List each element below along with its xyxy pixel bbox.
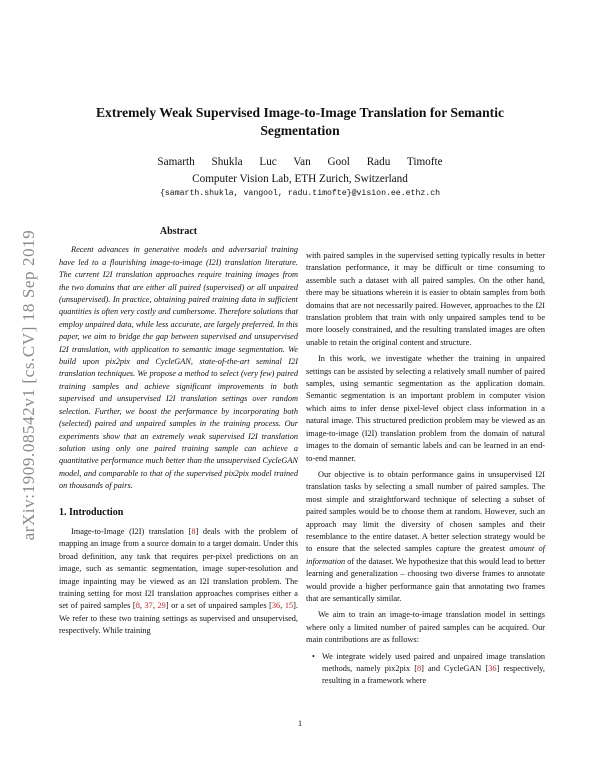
abstract-text: Recent advances in generative models and adversarial training have led to a flourishing image-to-image (I2I) translation literature. The current I2I translation approaches require training images from the two domains that are either all paired (supervised) or all unpaired (unsupervised). In practice, obtaining paired training data in sufficient quantities is often very costly and cumbersome. Therefore solutions that employ unpaired data, while less accurate, are largely preferred. In this paper, we aim to bridge the gap between supervised and unsupervised I2I translation, with application to semantic image segmentation. We build upon pix2pix and CycleGAN, state-of-the-art seminal I2I translation techniques. We propose a method to select (very few) paired training samples and achieve significant improvements in both supervised and unsupervised I2I translation settings over random selection. Further, we boost the performance by incorporating both (selected) paired and unpaired samples in the training process. Our experiments show that an extremely weak supervised I2I translation solution using only one paired training sample can achieve a quantitative performance much better than the unsupervised CycleGAN model, and comparable to that of the supervised pix2pix model trained on thousands of pairs. (59, 245, 298, 491)
affiliation: Computer Vision Lab, ETH Zurich, Switzerland (192, 173, 408, 185)
text-run: ]. We refer to these two training settings as supervised and unsupervised, respectively. While training (59, 601, 299, 636)
citation-link[interactable]: 37 (144, 601, 153, 611)
citation-link[interactable]: 36 (488, 664, 497, 673)
citation-link[interactable]: 29 (157, 601, 166, 611)
continued-paragraph: with paired samples in the supervised setting typically results in better translation performance, it may be difficult or time consuming to assemble such a dataset with all paired samples. On the other hand, there may be situations wherein it is easier to obtain samples from both domains that are not necessarily paired. However, approaches to the I2I translation problem that train with only unpaired samples tend to be more loosely constrained, and the resulting translated images are often unable to retain the original content and structure. (306, 251, 545, 347)
text-run: , (139, 601, 145, 611)
body-paragraph: In this work, we investigate whether the training in unpaired settings can be assisted by selecting a relatively small number of paired samples, using semantic segmentation as the application domain. Semantic segmentation is an important problem in computer vision which aims to infer dense pixel-level object class information in a natural image. This structured prediction problem may be viewed as an image-to-image (I2I) translation problem from the domain of natural images to the domain of semantic labels and can be learned in an end-to-end manner. (306, 354, 545, 463)
text-run: Our objective is to obtain performance gains in unsupervised I2I translation tasks by selecting a small number of paired samples. The most simple and straightforward technique of selecting a subset of paired samples would be to choose them at random. However, such an approach may limit the diversity of chosen samples and their resemblance to the entire dataset. A better selection strategy would be to ensure that the selected samples capture the greatest (306, 469, 545, 554)
paper-title: Extremely Weak Supervised Image-to-Image Translation for Semantic Segmentation (95, 105, 505, 138)
abstract-section (59, 226, 298, 493)
contribution-list (306, 651, 545, 688)
citation-link[interactable]: 15 (284, 601, 294, 611)
left-column (59, 226, 298, 642)
text-run: ] respectively, resulting in a framework where (322, 664, 545, 686)
text-run: We integrate widely used paired and unpaired image translation methods, namely pix2pix [ (322, 651, 545, 673)
author-emails: {samarth.shukla, vangool, radu.timofte}@vision.ee.ethz.ch (159, 189, 441, 198)
right-column (306, 250, 545, 688)
text-run: ] deals with the problem of mapping an image from a source domain to a target domain. Under this broad definition, any task that requires per-pixel predictions on an image, such as semantic segmentation, image super-resolution and image inpainting may be viewed as an I2I translation problem. The training setting for most I2I translation approaches comprises either a set of paired samples [ (59, 526, 298, 611)
body-paragraph: We aim to train an image-to-image translation model in settings where only a limited number of paired samples can be acquired. Our main contributions are as follows: (306, 610, 545, 645)
text-run: , (280, 601, 285, 611)
abstract-heading: Abstract (159, 226, 198, 237)
introduction-heading: 1. Introduction (59, 506, 124, 518)
emphasis-text: amount of information (306, 544, 545, 566)
author-list: Samarth Shukla Luc Van Gool Radu Timofte (157, 156, 443, 168)
text-run: Image-to-Image (I2I) translation [ (71, 526, 192, 536)
citation-link[interactable]: 36 (271, 601, 281, 611)
arxiv-sidebar (14, 205, 44, 565)
page-number: 1 (297, 718, 303, 728)
citation-link[interactable]: 8 (135, 601, 140, 611)
intro-paragraph (59, 526, 298, 638)
text-run: ] and CycleGAN [ (421, 664, 489, 673)
body-paragraph (306, 469, 545, 605)
text-run: , (152, 601, 158, 611)
list-item (322, 651, 545, 688)
citation-link[interactable]: 8 (191, 526, 196, 536)
text-run: of the dataset. We hypothesize that this would lead to better learning and generalization – choosing two diverse frames to annotate would provide a higher performance gain that annotating two frames that are semantically similar. (306, 556, 545, 603)
arxiv-identifier[interactable]: arXiv:1909.08542v1 [cs.CV] 18 Sep 2019 (19, 229, 38, 541)
citation-link[interactable]: 8 (416, 664, 422, 673)
text-run: ] or a set of unpaired samples [ (165, 601, 272, 611)
